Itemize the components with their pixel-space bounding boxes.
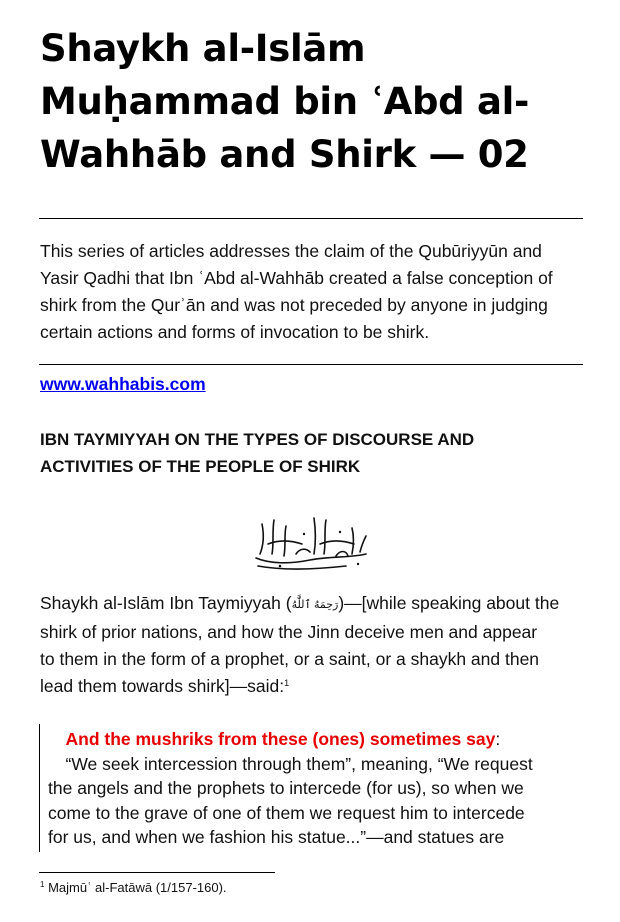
body-text: )—[while speaking about the bbox=[338, 593, 560, 613]
divider-top bbox=[39, 218, 583, 219]
heading-line: ACTIVITIES OF THE PEOPLE OF SHIRK bbox=[40, 457, 361, 476]
website-link[interactable]: www.wahhabis.com bbox=[40, 374, 206, 394]
footnote-divider bbox=[39, 872, 275, 873]
footnote-text: Majmūʿ al-Fatāwā (1/157-160). bbox=[44, 880, 227, 895]
quote-emphasis: And the mushriks from these (ones) sometimes say bbox=[65, 729, 496, 749]
article-title bbox=[40, 22, 585, 181]
intro-line: shirk from the Qurʾān and was not preceded by anyone in judging bbox=[40, 295, 548, 315]
body-line: shirk of prior nations, and how the Jinn deceive men and appear bbox=[40, 622, 538, 642]
section-heading bbox=[40, 426, 585, 480]
quote-line: come to the grave of one of them we request him to intercede bbox=[48, 802, 525, 823]
intro-line: Yasir Qadhi that Ibn ʿAbd al-Wahhāb created a false conception of bbox=[40, 268, 553, 288]
body-text: Shaykh al-Islām Ibn Taymiyyah ( bbox=[40, 593, 292, 613]
title-line: Wahhāb and Shirk — 02 bbox=[40, 133, 529, 176]
body-paragraph bbox=[40, 590, 585, 700]
quote-colon: : bbox=[495, 729, 501, 749]
intro-paragraph bbox=[40, 238, 585, 346]
body-line bbox=[40, 590, 585, 619]
divider-bottom bbox=[39, 364, 583, 365]
heading-line: IBN TAYMIYYAH ON THE TYPES OF DISCOURSE AND bbox=[40, 430, 475, 449]
quote-line bbox=[48, 727, 588, 752]
body-line: to them in the form of a prophet, or a saint, or a shaykh and then bbox=[40, 649, 540, 669]
quote-line: for us, and when we fashion his statue...”—and statues are bbox=[48, 827, 505, 847]
quote-line bbox=[48, 752, 588, 777]
intro-line: This series of articles addresses the claim of the Qubūriyyūn and bbox=[40, 241, 542, 261]
title-line: Shaykh al-Islām bbox=[40, 27, 366, 70]
body-line bbox=[40, 673, 585, 700]
intro-line: certain actions and forms of invocation to be shirk. bbox=[40, 322, 430, 342]
blockquote bbox=[48, 727, 588, 850]
quote-line: the angels and the prophets to intercede (for us), so when we bbox=[48, 778, 524, 798]
body-text: lead them towards shirk]—said: bbox=[40, 676, 285, 696]
footnote-number: 1 bbox=[40, 880, 45, 889]
honorific-text: رَحِمَهُ ٱللَّٰهُ bbox=[291, 599, 339, 611]
quote-text: “We seek intercession through them”, meaning, “We request bbox=[65, 753, 533, 774]
basmala-calligraphy-icon bbox=[250, 514, 372, 570]
footnote bbox=[40, 880, 227, 895]
blockquote-bar bbox=[39, 724, 40, 852]
footnote-reference[interactable]: 1 bbox=[284, 678, 290, 688]
title-line: Muḥammad bin ʿAbd al- bbox=[40, 80, 530, 123]
